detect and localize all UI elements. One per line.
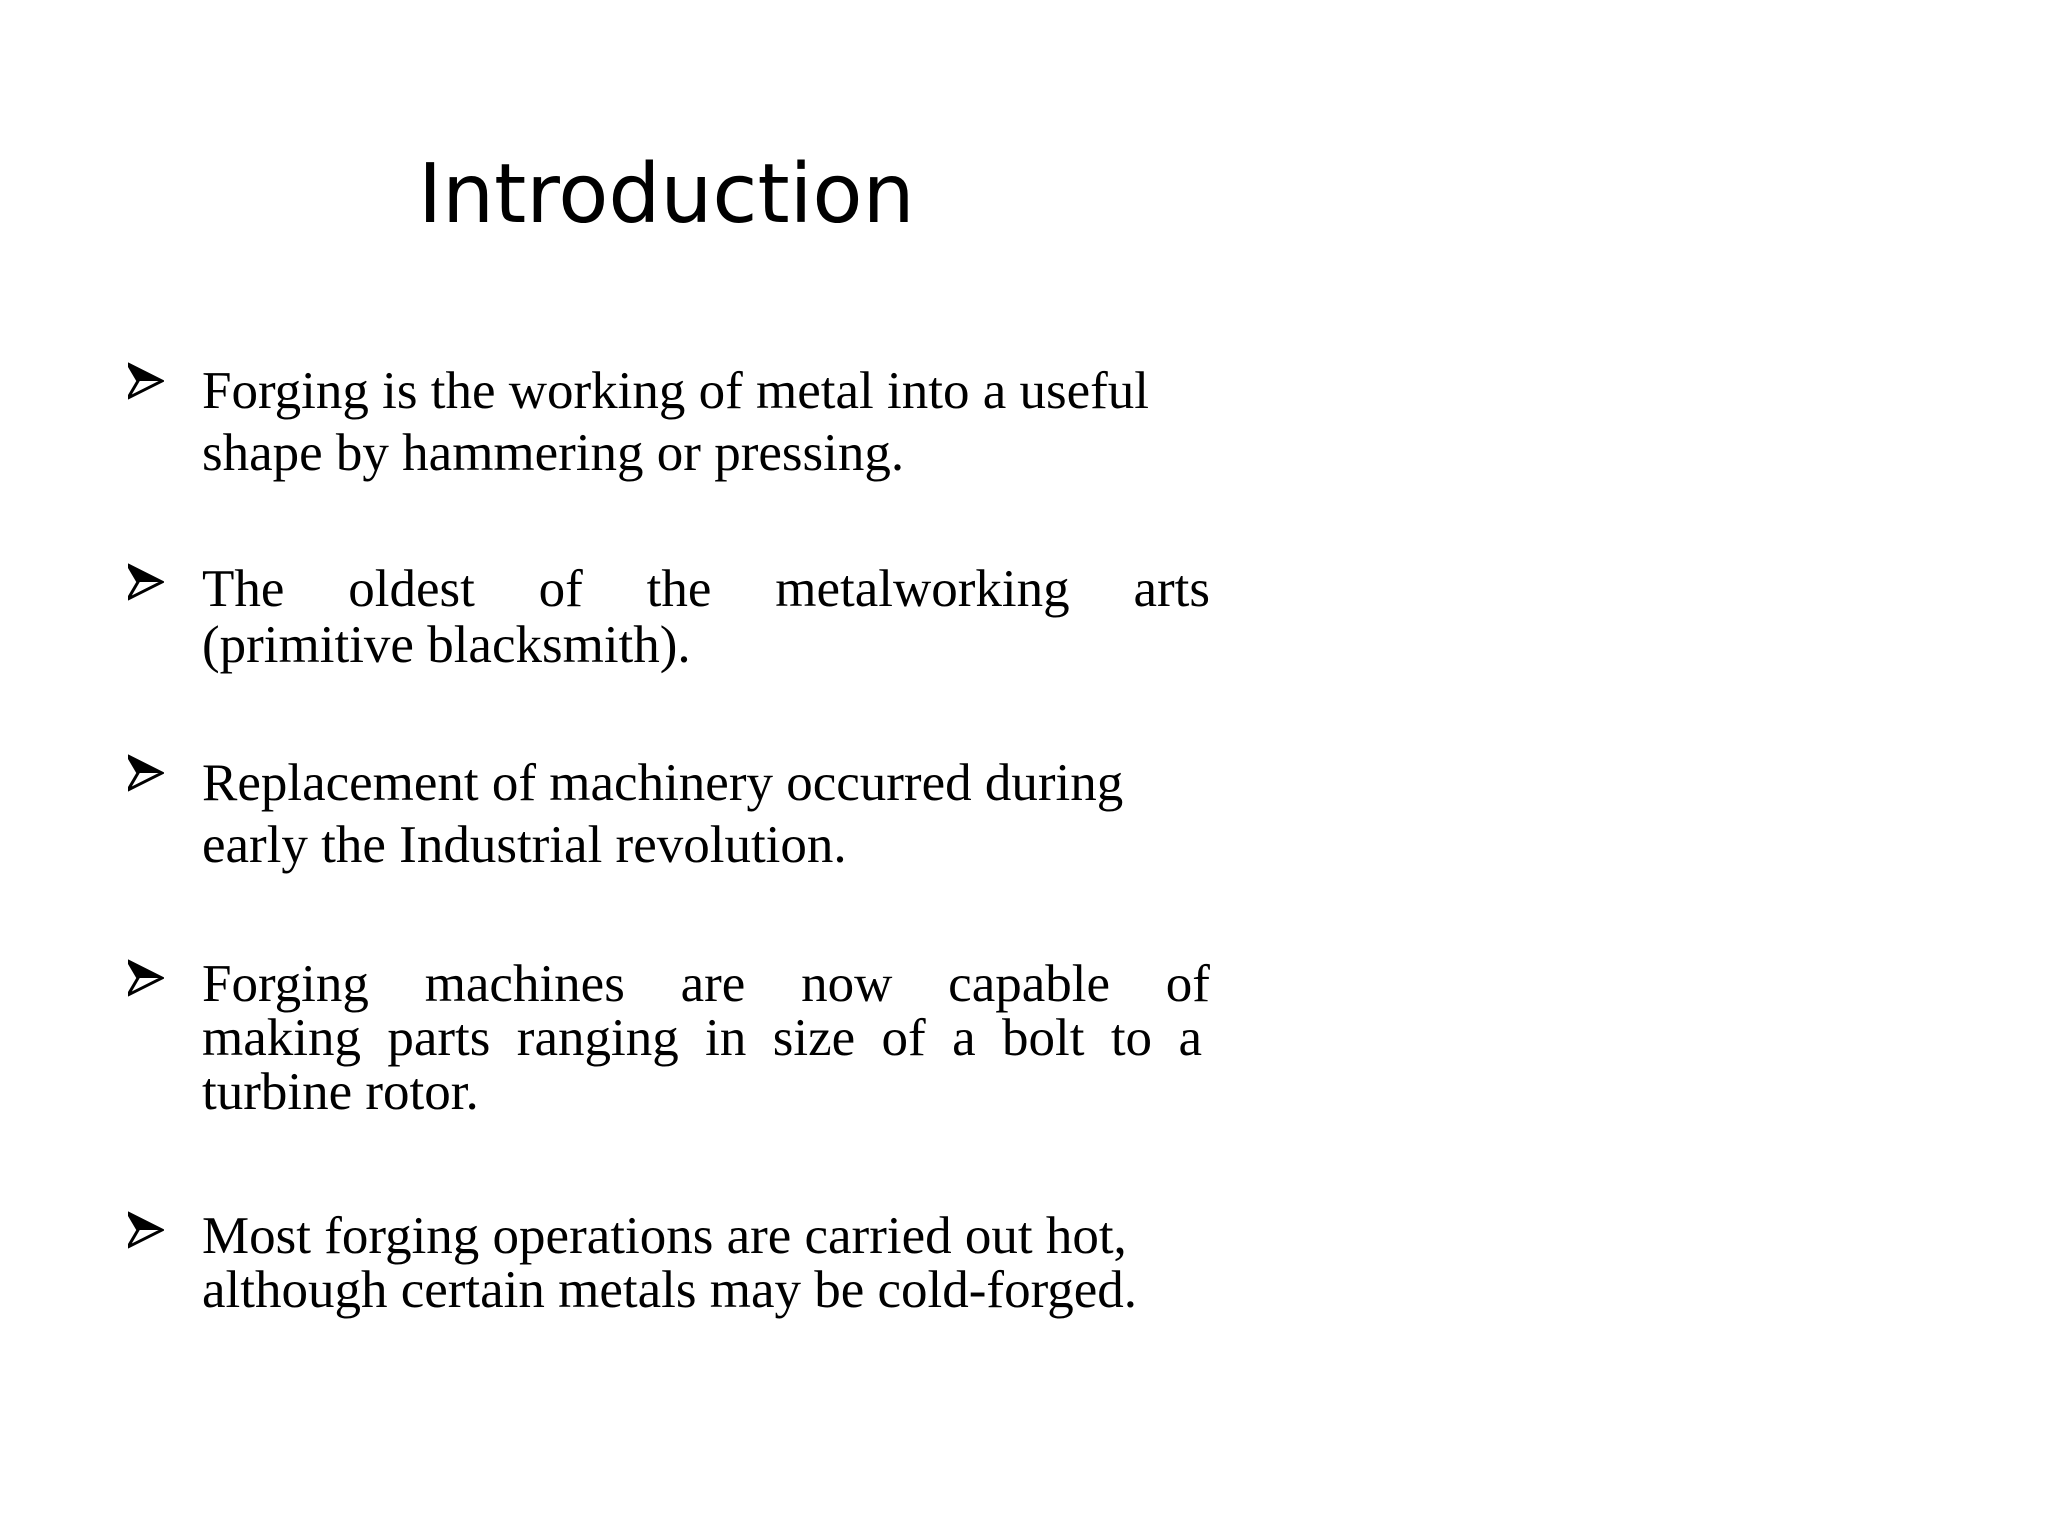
word: size [772,1009,856,1067]
word: a [952,1009,976,1067]
arrowhead-bullet-icon [128,360,164,400]
word: parts [387,1009,491,1067]
bullet-text [202,561,1210,673]
bullet-line [202,561,1210,617]
arrowhead-bullet-icon [128,561,164,601]
bullet-text [202,752,1123,876]
bullet-line: Replacement of machinery occurred during [202,754,1124,812]
word: the [646,560,712,618]
arrowhead-bullet-icon [128,957,164,997]
bullet-text [202,957,1210,1119]
arrowhead-bullet-icon [128,1209,164,1249]
bullet-line: turbine rotor. [202,1063,479,1121]
word: oldest [348,560,475,618]
arrowhead-bullet-icon [128,752,164,792]
bullet-line: Forging is the working of metal into a useful [202,362,1150,420]
word: of [881,1009,926,1067]
word: a [1178,1009,1202,1067]
bullet-line: although certain metals may be cold-forged. [202,1261,1138,1319]
bullet-line [202,957,1210,1011]
bullet-line: shape by hammering or pressing. [202,424,905,482]
word: of [1165,955,1210,1013]
word: Forging [202,955,369,1013]
word: ranging [516,1009,679,1067]
bullet-line: Most forging operations are carried out hot, [202,1207,1127,1265]
word: capable [948,955,1110,1013]
word: in [705,1009,747,1067]
bullet-line [202,1011,1202,1065]
word: to [1110,1009,1153,1067]
word: The [202,560,285,618]
bullet-line: early the Industrial revolution. [202,816,847,874]
word: making [202,1009,361,1067]
word: are [680,955,746,1013]
slide-title: Introduction [418,147,915,242]
word: machines [424,955,625,1013]
word: arts [1133,560,1210,618]
bullet-text [202,360,1149,484]
word: now [801,955,893,1013]
word: of [538,560,583,618]
word: bolt [1001,1009,1085,1067]
bullet-text [202,1209,1137,1317]
bullet-line: (primitive blacksmith). [202,616,691,674]
word: metalworking [775,560,1070,618]
